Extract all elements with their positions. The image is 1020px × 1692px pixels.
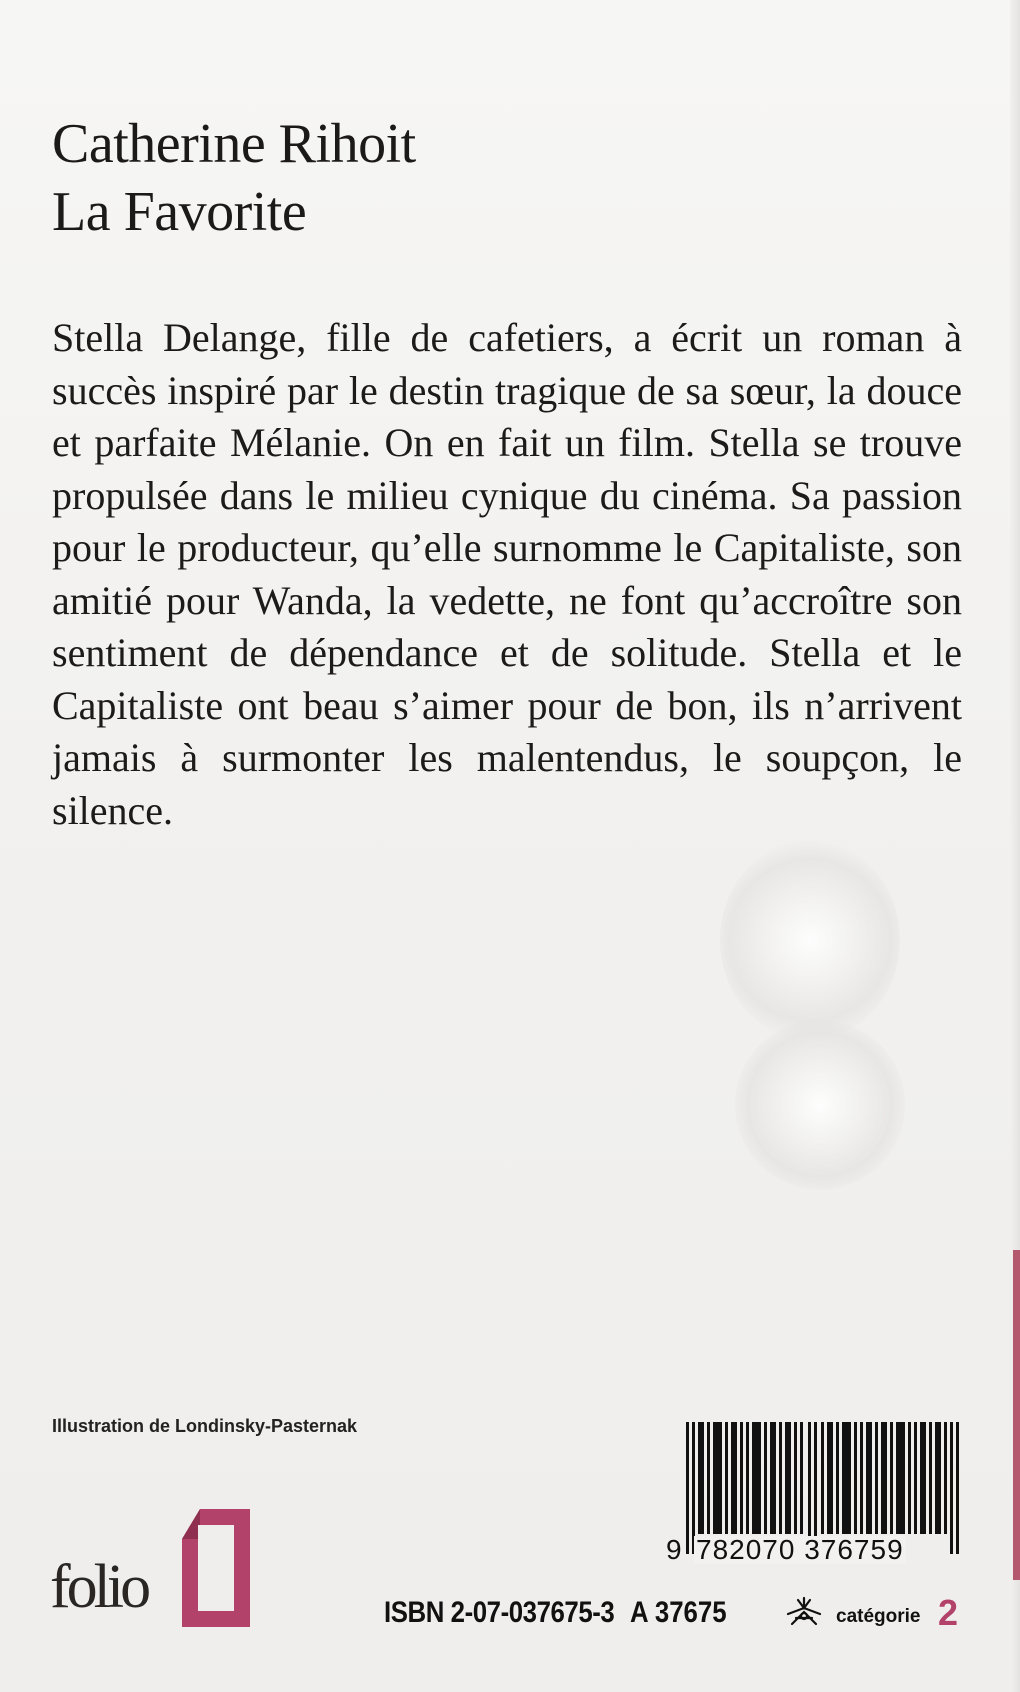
wear-mark bbox=[720, 840, 900, 1040]
gallimard-emblem-icon bbox=[784, 1594, 824, 1628]
author-name: Catherine Rihoit bbox=[52, 113, 416, 175]
publisher-name: folio bbox=[50, 1553, 148, 1621]
book-title: La Favorite bbox=[52, 181, 307, 243]
spine-color-strip bbox=[1013, 1250, 1020, 1580]
catalog-code: A 37675 bbox=[630, 1596, 727, 1629]
wear-mark bbox=[735, 1020, 905, 1190]
isbn-number: ISBN 2-07-037675-3 bbox=[384, 1596, 615, 1629]
title-block bbox=[52, 110, 416, 246]
category-number: 2 bbox=[938, 1592, 959, 1633]
folio-logo-icon bbox=[178, 1505, 254, 1631]
barcode-first-digit: 9 bbox=[666, 1534, 682, 1565]
barcode-digits: 782070 376759 bbox=[696, 1534, 904, 1565]
book-summary: Stella Delange, fille de cafetiers, a écrit un roman à succès inspiré par le destin tragique de sa sœur, la douce et parfaite Mélanie. On en fait un film. Stella se trouve propulsée dans le milieu cynique du cinéma. Sa passion pour le producteur, qu’elle surnomme le Capitaliste, son amitié pour Wanda, la vedette, ne font qu’accroître son sentiment de dépendance et de solitude. Stella et le Capitaliste ont beau s’aimer pour de bon, ils n’arrivent jamais à surmonter les malentendus, le soupçon, le silence. bbox=[52, 315, 962, 833]
illustration-credit: Illustration de Londinsky-Pasternak bbox=[52, 1416, 358, 1436]
category-label: catégorie bbox=[836, 1606, 921, 1627]
